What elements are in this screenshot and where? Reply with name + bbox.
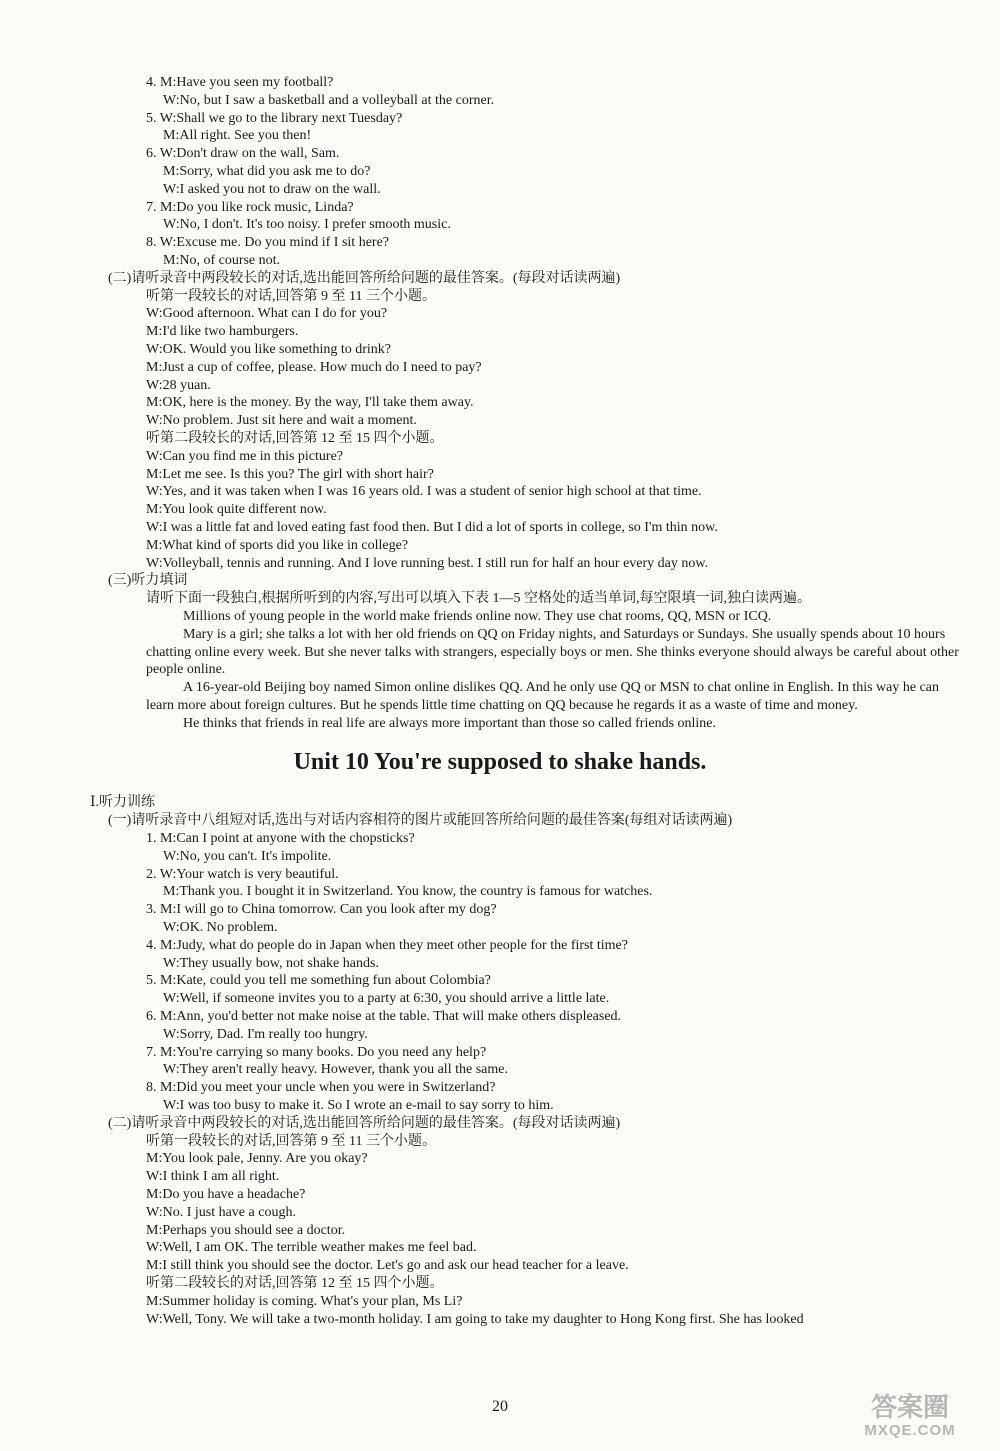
dialogue-line: M:You look quite different now. <box>146 502 327 518</box>
section-heading: (三)听力填词 <box>108 573 188 589</box>
section-heading: Ⅰ.听力训练 <box>90 795 156 811</box>
watermark-top: 答案圈 <box>870 1392 949 1422</box>
dialogue-line: 1. M:Can I point at anyone with the chopsticks? <box>146 831 415 847</box>
dialogue-line: M:Let me see. Is this you? The girl with short hair? <box>146 466 434 482</box>
dialogue-line: 5. M:Kate, could you tell me something fun about Colombia? <box>146 973 491 989</box>
unit-title: Unit 10 You're supposed to shake hands. <box>293 749 707 776</box>
dialogue-line: W:Well, Tony. We will take a two-month holiday. I am going to take my daughter to Hong Kong first. She has looked <box>146 1311 804 1327</box>
dialogue-line: W:Well, I am OK. The terrible weather makes me feel bad. <box>146 1240 477 1256</box>
watermark-bottom: MXQE.COM <box>864 1422 956 1439</box>
dialogue-line: W:Well, if someone invites you to a party at 6:30, you should arrive a little late. <box>163 991 610 1007</box>
dialogue-line: M:Sorry, what did you ask me to do? <box>163 163 371 179</box>
sub-heading: 听第一段较长的对话,回答第 9 至 11 三个小题。 <box>146 1133 436 1149</box>
dialogue-line: W:No, but I saw a basketball and a volleyball at the corner. <box>163 92 495 108</box>
dialogue-line: 7. M:Do you like rock music, Linda? <box>146 199 354 215</box>
dialogue-line: W:I asked you not to draw on the wall. <box>163 181 381 197</box>
dialogue-line: W:Volleyball, tennis and running. And I love running best. I still run for half an hour every day now. <box>146 555 709 571</box>
sub-heading: 听第一段较长的对话,回答第 9 至 11 三个小题。 <box>146 288 436 304</box>
document-page <box>0 74 1000 1328</box>
dialogue-line: M:I'd like two hamburgers. <box>146 324 299 340</box>
dialogue-line: W:They aren't really heavy. However, thank you all the same. <box>163 1062 508 1078</box>
dialogue-line: M:Do you have a headache? <box>146 1187 306 1203</box>
watermark-logo <box>830 1392 990 1446</box>
dialogue-line: W:No problem. Just sit here and wait a moment. <box>146 413 417 429</box>
section-heading: (二)请听录音中两段较长的对话,选出能回答所给问题的最佳答案。(每段对话读两遍) <box>108 270 621 286</box>
dialogue-line: 2. W:Your watch is very beautiful. <box>146 866 339 882</box>
dialogue-line: W:I was too busy to make it. So I wrote an e-mail to say sorry to him. <box>163 1098 554 1114</box>
dialogue-line: 4. M:Have you seen my football? <box>146 75 334 90</box>
dialogue-line: M:I still think you should see the doctor. Let's go and ask our head teacher for a leave. <box>146 1258 629 1274</box>
dialogue-line: W:OK. Would you like something to drink? <box>146 341 392 357</box>
dialogue-line: 5. W:Shall we go to the library next Tuesday? <box>146 110 403 126</box>
sub-heading: 听第二段较长的对话,回答第 12 至 15 四个小题。 <box>146 430 444 446</box>
dialogue-line: M:OK, here is the money. By the way, I'll take them away. <box>146 395 474 411</box>
dialogue-line: M:Thank you. I bought it in Switzerland. You know, the country is famous for watches. <box>163 884 653 900</box>
dialogue-line: 4. M:Judy, what do people do in Japan when they meet other people for the first time? <box>146 937 628 953</box>
dialogue-line: 8. W:Excuse me. Do you mind if I sit here? <box>146 235 389 251</box>
dialogue-line: 8. M:Did you meet your uncle when you were in Switzerland? <box>146 1080 496 1096</box>
dialogue-line: M:You look pale, Jenny. Are you okay? <box>146 1151 368 1167</box>
dialogue-line: M:No, of course not. <box>163 252 281 268</box>
section-heading: (一)请听录音中八组短对话,选出与对话内容相符的图片或能回答所给问题的最佳答案(每组对话读两遍) <box>108 813 733 829</box>
dialogue-line: W:No, you can't. It's impolite. <box>163 848 332 864</box>
dialogue-line: W:No. I just have a cough. <box>146 1204 296 1220</box>
dialogue-line: 7. M:You're carrying so many books. Do you need any help? <box>146 1044 487 1060</box>
dialogue-line: W:Sorry, Dad. I'm really too hungry. <box>163 1026 368 1042</box>
dialogue-line: M:Perhaps you should see a doctor. <box>146 1222 346 1238</box>
dialogue-line: W:28 yuan. <box>146 377 211 393</box>
section-heading: (二)请听录音中两段较长的对话,选出能回答所给问题的最佳答案。(每段对话读两遍) <box>108 1115 621 1131</box>
dialogue-line: W:They usually bow, not shake hands. <box>163 955 379 971</box>
instruction-text: 请听下面一段独白,根据所听到的内容,写出可以填入下表 1—5 空格处的适当单词,每空限填一词,独白读两遍。 <box>146 591 811 607</box>
monologue-paragraph: A 16-year-old Beijing boy named Simon online dislikes QQ. And he only use QQ or MSN to chat online in English. In this way he can learn more about foreign cultures. But he spends little time chatting on QQ because he regards it as a waste of time and money. <box>146 680 940 713</box>
dialogue-line: M:What kind of sports did you like in college? <box>146 537 409 553</box>
monologue-paragraph: He thinks that friends in real life are always more important than those so called friends online. <box>183 715 717 731</box>
page-number: 20 <box>492 1398 508 1415</box>
dialogue-line: 6. W:Don't draw on the wall, Sam. <box>146 146 340 162</box>
dialogue-line: W:Can you find me in this picture? <box>146 448 343 464</box>
dialogue-line: W:Yes, and it was taken when I was 16 years old. I was a student of senior high school at that time. <box>146 484 702 500</box>
dialogue-line: W:Good afternoon. What can I do for you? <box>146 306 388 322</box>
dialogue-line: M:Just a cup of coffee, please. How much do I need to pay? <box>146 359 482 375</box>
dialogue-line: W:OK. No problem. <box>163 920 278 936</box>
dialogue-line: W:I was a little fat and loved eating fast food then. But I did a lot of sports in college, so I'm thin now. <box>146 519 718 535</box>
dialogue-line: W:I think I am all right. <box>146 1169 280 1185</box>
monologue-paragraph: Millions of young people in the world make friends online now. They use chat rooms, QQ, MSN or ICQ. <box>183 608 772 624</box>
monologue-paragraph: Mary is a girl; she talks a lot with her old friends on QQ on Friday nights, and Saturdays or Sundays. She usually spends about 10 hours chatting online every week. But she never talks with strangers, especially boys or men. She thinks everyone should always be careful about other people online. <box>146 626 959 678</box>
dialogue-line: M:Summer holiday is coming. What's your plan, Ms Li? <box>146 1293 463 1309</box>
dialogue-line: W:No, I don't. It's too noisy. I prefer smooth music. <box>163 217 451 233</box>
dialogue-line: 6. M:Ann, you'd better not make noise at the table. That will make others displeased. <box>146 1009 622 1025</box>
dialogue-line: 3. M:I will go to China tomorrow. Can you look after my dog? <box>146 902 497 918</box>
dialogue-line: M:All right. See you then! <box>163 128 312 144</box>
sub-heading: 听第二段较长的对话,回答第 12 至 15 四个小题。 <box>146 1276 444 1291</box>
